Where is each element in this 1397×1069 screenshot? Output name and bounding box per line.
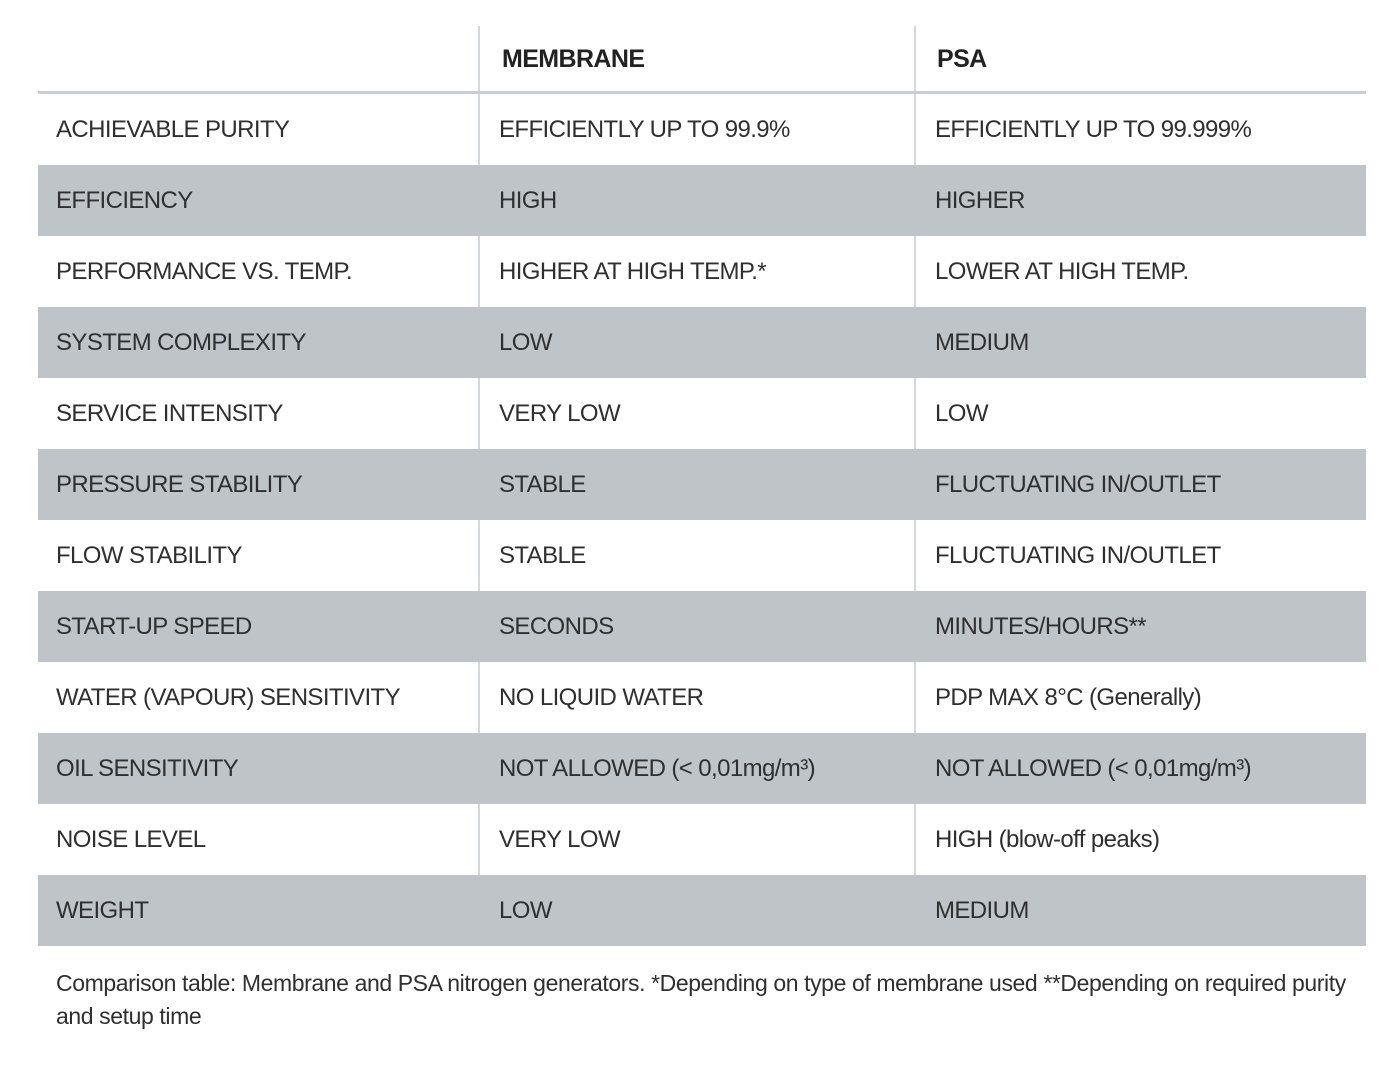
psa-value: EFFICIENTLY UP TO 99.999% bbox=[935, 115, 1252, 143]
membrane-value: SECONDS bbox=[499, 612, 614, 640]
psa-value: LOWER AT HIGH TEMP. bbox=[935, 257, 1189, 285]
table-row bbox=[38, 236, 1366, 307]
table-row bbox=[38, 804, 1366, 875]
table-row bbox=[38, 591, 1366, 662]
table-row bbox=[38, 875, 1366, 946]
membrane-value: LOW bbox=[499, 328, 552, 356]
psa-value: FLUCTUATING IN/OUTLET bbox=[935, 470, 1221, 498]
table-row bbox=[38, 520, 1366, 591]
psa-value: NOT ALLOWED (< 0,01mg/m³) bbox=[935, 754, 1251, 782]
row-label: PERFORMANCE VS. TEMP. bbox=[38, 236, 480, 307]
table-header-row bbox=[38, 26, 1366, 94]
row-label: OIL SENSITIVITY bbox=[56, 754, 239, 782]
membrane-value: VERY LOW bbox=[480, 378, 916, 449]
membrane-value: EFFICIENTLY UP TO 99.9% bbox=[480, 94, 916, 165]
row-label: WATER (VAPOUR) SENSITIVITY bbox=[38, 662, 480, 733]
header-cell-membrane: MEMBRANE bbox=[480, 26, 916, 91]
membrane-value: STABLE bbox=[499, 470, 586, 498]
membrane-value: LOW bbox=[499, 896, 552, 924]
table-row bbox=[38, 378, 1366, 449]
table-row bbox=[38, 165, 1366, 236]
header-cell-property bbox=[38, 26, 480, 91]
psa-value: MINUTES/HOURS** bbox=[935, 612, 1147, 640]
membrane-value: NO LIQUID WATER bbox=[480, 662, 916, 733]
row-label: START-UP SPEED bbox=[56, 612, 252, 640]
membrane-value: HIGH bbox=[499, 186, 557, 214]
header-cell-psa: PSA bbox=[937, 45, 987, 73]
psa-value: MEDIUM bbox=[935, 896, 1029, 924]
row-label: EFFICIENCY bbox=[56, 186, 193, 214]
row-label: ACHIEVABLE PURITY bbox=[38, 94, 480, 165]
row-label: NOISE LEVEL bbox=[38, 804, 480, 875]
psa-value: HIGHER bbox=[935, 186, 1025, 214]
membrane-value: HIGHER AT HIGH TEMP.* bbox=[480, 236, 916, 307]
row-label: SYSTEM COMPLEXITY bbox=[56, 328, 306, 356]
membrane-value: STABLE bbox=[480, 520, 916, 591]
psa-value: FLUCTUATING IN/OUTLET bbox=[935, 541, 1221, 569]
psa-value: MEDIUM bbox=[935, 328, 1029, 356]
table-row bbox=[38, 449, 1366, 520]
row-label: FLOW STABILITY bbox=[38, 520, 480, 591]
table-row bbox=[38, 733, 1366, 804]
table-caption: Comparison table: Membrane and PSA nitrogen generators. *Depending on type of membrane used **Depending on required purity and setup time bbox=[56, 970, 1346, 1029]
comparison-table bbox=[38, 26, 1366, 946]
row-label: SERVICE INTENSITY bbox=[38, 378, 480, 449]
table-row bbox=[38, 307, 1366, 378]
membrane-value: VERY LOW bbox=[480, 804, 916, 875]
psa-value: HIGH (blow-off peaks) bbox=[935, 825, 1160, 853]
membrane-value: NOT ALLOWED (< 0,01mg/m³) bbox=[499, 754, 815, 782]
table-row bbox=[38, 94, 1366, 165]
row-label: WEIGHT bbox=[56, 896, 149, 924]
psa-value: LOW bbox=[935, 399, 988, 427]
table-row bbox=[38, 662, 1366, 733]
psa-value: PDP MAX 8°C (Generally) bbox=[935, 683, 1202, 711]
row-label: PRESSURE STABILITY bbox=[56, 470, 303, 498]
